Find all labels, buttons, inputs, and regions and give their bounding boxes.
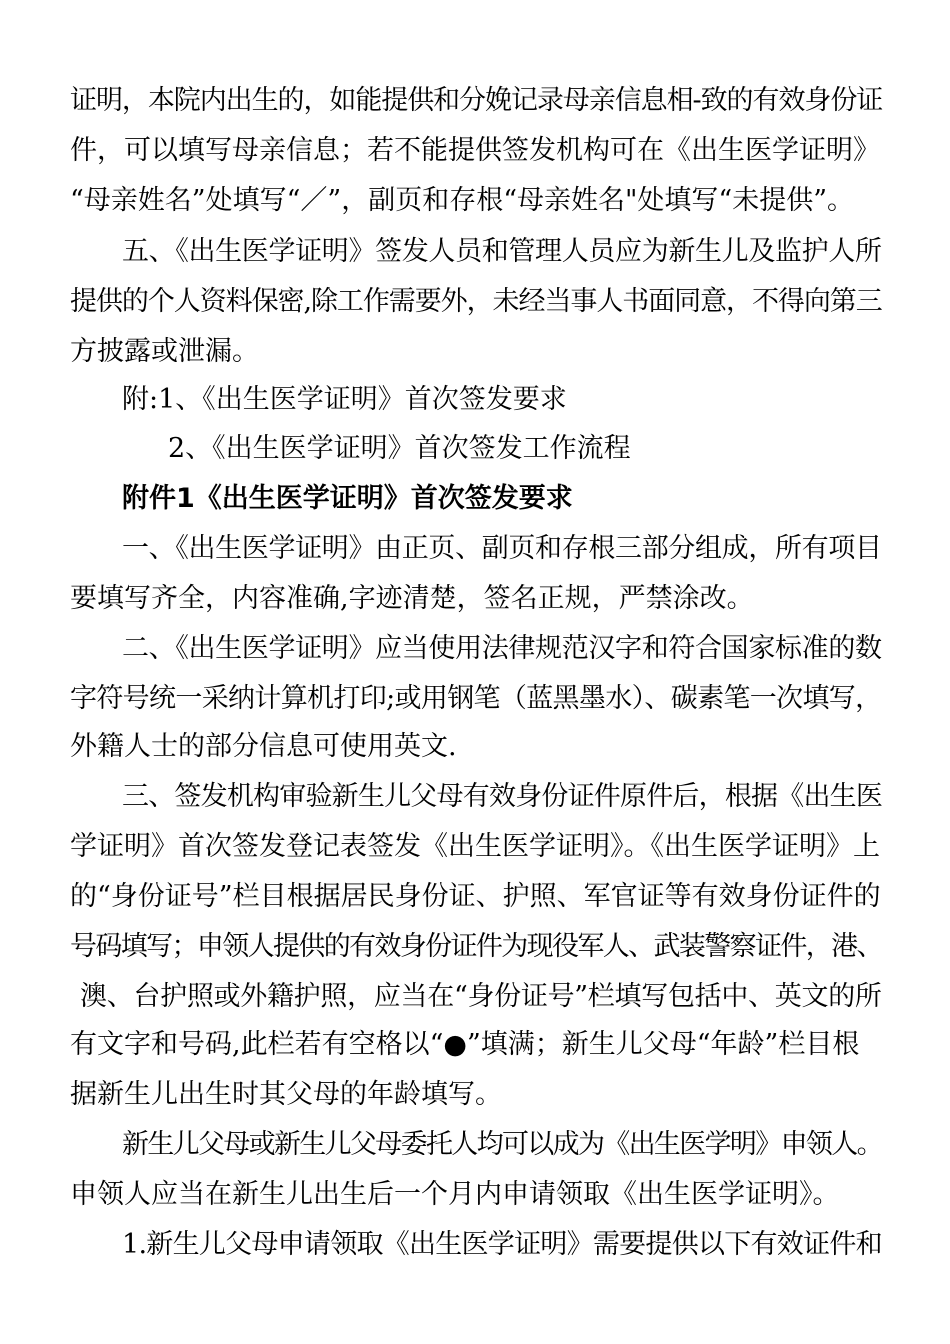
text-line-17: 的“身份证号”栏目根据居民身份证、护照、军官证等有效身份证件的: [70, 881, 881, 912]
text-line-18: 号码填写；申领人提供的有效身份证件为现役军人、武装警察证件，港、: [70, 931, 882, 962]
text-line-13: 字符号统一采纳计算机打印;或用钢笔（蓝黑墨水）、碳素笔一次填写，: [70, 683, 882, 714]
paragraph-5-start: 五、《出生医学证明》签发人员和管理人员应为新生儿及监护人所: [122, 236, 882, 267]
section-1-start: 一、《出生医学证明》由正页、副页和存根三部分组成，所有项目: [122, 533, 882, 564]
text-line-6: 方披露或泄漏。: [70, 336, 259, 367]
text-line-3: “母亲姓名”处填写“／”，副页和存根“母亲姓名"处填写“未提供”。: [70, 185, 855, 216]
item-1-start: 1.新生儿父母申请领取《出生医学证明》需要提供以下有效证件和: [122, 1229, 882, 1260]
text-line-14: 外籍人士的部分信息可使用英文.: [70, 731, 457, 762]
text-line-19: 澳、台护照或外籍护照，应当在“身份证号”栏填写包括中、英文的所: [80, 981, 882, 1012]
attachment-1-heading: 附件1《出生医学证明》首次签发要求: [122, 483, 573, 514]
attachments-list-item-1: 附:1、《出生医学证明》首次签发要求: [122, 384, 567, 415]
text-line-16: 学证明》首次签发登记表签发《出生医学证明》。《出生医学证明》上: [70, 831, 880, 862]
text-line-2: 件，可以填写母亲信息；若不能提供签发机构可在《出生医学证明》: [70, 135, 880, 166]
text-line-21: 据新生儿出生时其父母的年龄填写。: [70, 1079, 502, 1110]
text-line-23: 申领人应当在新生儿出生后一个月内申请领取《出生医学证明》。: [70, 1179, 840, 1210]
attachments-list-item-2: 2、《出生医学证明》首次签发工作流程: [168, 433, 631, 464]
text-line-11: 要填写齐全，内容准确,字迹清楚，签名正规，严禁涂改。: [70, 583, 754, 614]
section-2-start: 二、《出生医学证明》应当使用法律规范汉字和符合国家标准的数: [122, 633, 882, 664]
text-line-1: 证明，本院内出生的，如能提供和分娩记录母亲信息相-致的有效身份证: [70, 85, 883, 116]
section-3-start: 三、签发机构审验新生儿父母有效身份证件原件后，根据《出生医: [122, 781, 883, 812]
paragraph-applicant-start: 新生儿父母或新生儿父母委托人均可以成为《出生医学明》申领人。: [122, 1129, 882, 1160]
text-line-5: 提供的个人资料保密,除工作需要外，未经当事人书面同意，不得向第三: [70, 286, 882, 317]
text-line-20: 有文字和号码,此栏若有空格以“●”填满；新生儿父母“年龄”栏目根: [70, 1029, 860, 1060]
